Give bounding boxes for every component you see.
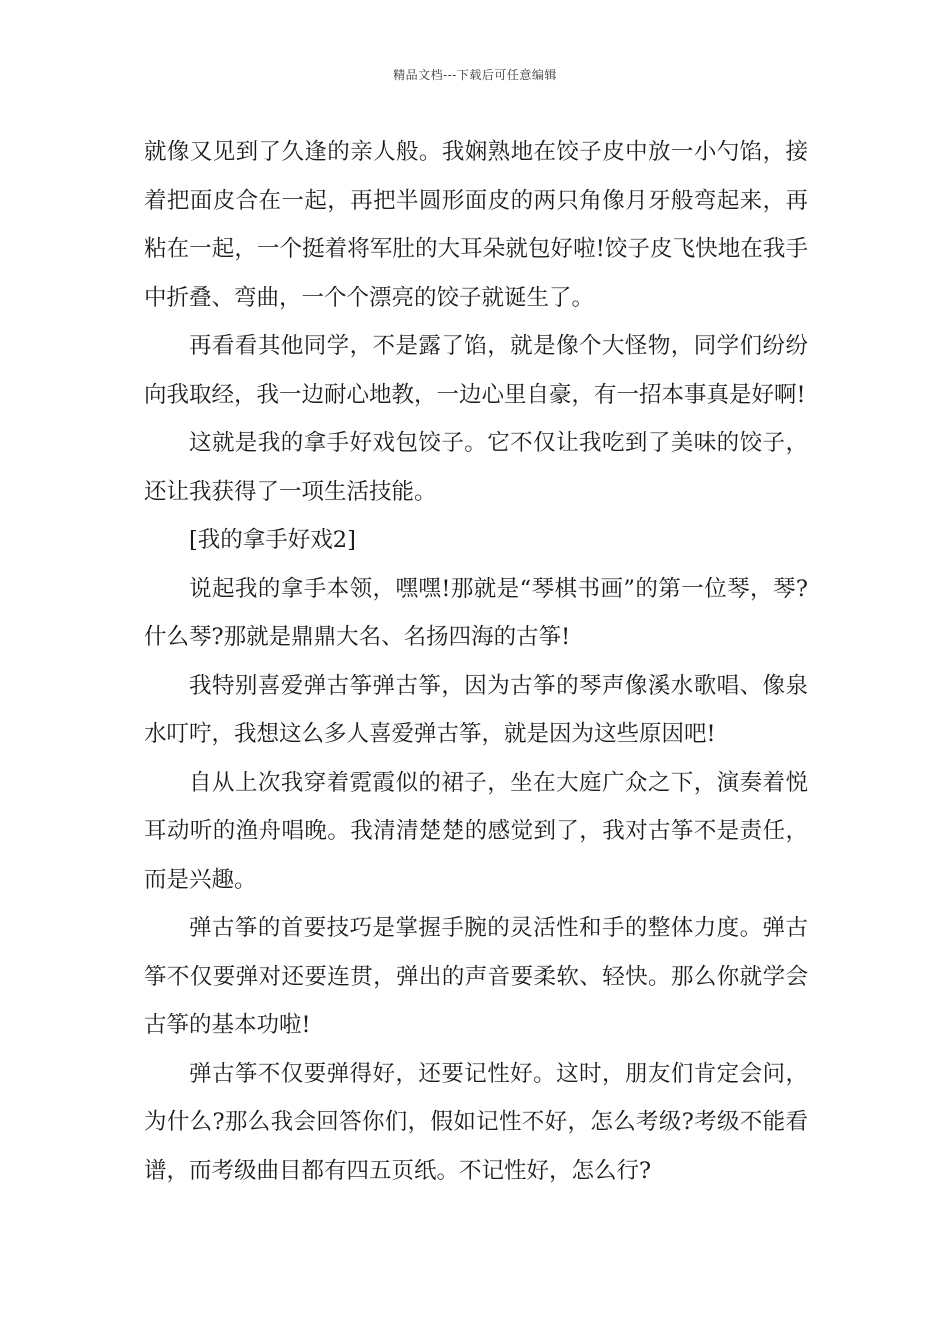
paragraph-3: 这就是我的拿手好戏包饺子。它不仅让我吃到了美味的饺子，还让我获得了一项生活技能。 (144, 430, 808, 505)
paragraph-2: 再看看其他同学，不是露了馅，就是像个大怪物，同学们纷纷向我取经，我一边耐心地教，一边心里自豪，有一招本事真是好啊! (144, 333, 808, 408)
document-body (144, 128, 808, 1195)
paragraph-5: 说起我的拿手本领，嘿嘿!那就是“琴棋书画”的第一位琴，琴?什么琴?那就是鼎鼎大名、名扬四海的古筝! (144, 575, 808, 650)
paragraph-8: 弹古筝的首要技巧是掌握手腕的灵活性和手的整体力度。弹古筝不仅要弹对还要连贯，弹出的声音要柔软、轻快。那么你就学会古筝的基本功啦! (144, 915, 808, 1038)
page-header: 精品文档---下载后可任意编辑 (393, 68, 557, 82)
paragraph-6: 我特别喜爱弹古筝弹古筝，因为古筝的琴声像溪水歌唱、像泉水叮咛，我想这么多人喜爱弹古筝，就是因为这些原因吧! (144, 672, 808, 747)
paragraph-9: 弹古筝不仅要弹得好，还要记性好。这时，朋友们肯定会问，为什么?那么我会回答你们，假如记性不好，怎么考级?考级不能看谱，而考级曲目都有四五页纸。不记性好，怎么行? (144, 1060, 808, 1184)
paragraph-7: 自从上次我穿着霓霞似的裙子，坐在大庭广众之下，演奏着悦耳动听的渔舟唱晚。我清清楚楚的感觉到了，我对古筝不是责任，而是兴趣。 (144, 769, 808, 893)
section-heading: [我的拿手好戏2] (189, 527, 356, 553)
paragraph-1: 就像又见到了久逢的亲人般。我娴熟地在饺子皮中放一小勺馅，接着把面皮合在一起，再把半圆形面皮的两只角像月牙般弯起来，再粘在一起，一个挺着将军肚的大耳朵就包好啦!饺子皮飞快地在我手中折叠、弯曲，一个个漂亮的饺子就诞生了。 (144, 139, 808, 311)
